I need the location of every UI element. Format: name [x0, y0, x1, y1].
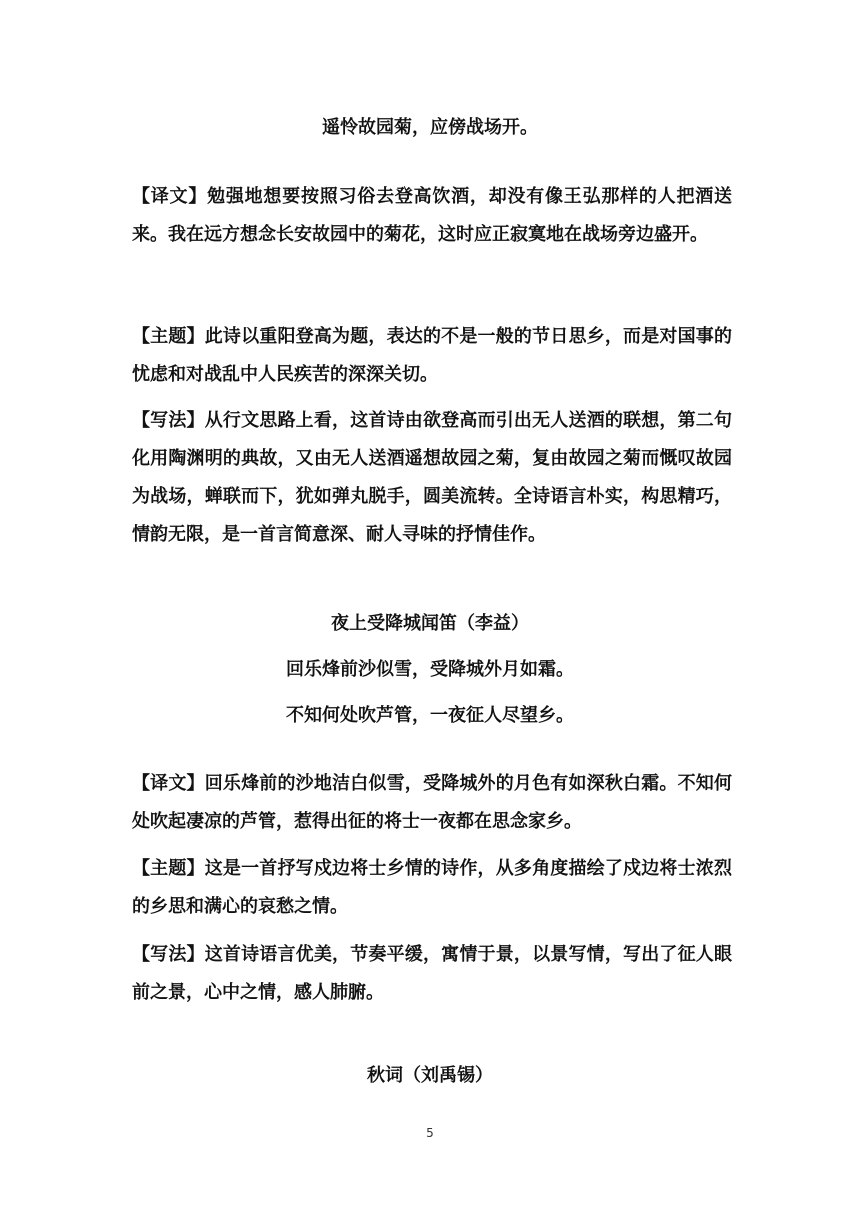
- poem1-last-line: 遥怜故园菊，应傍战场开。: [322, 117, 538, 138]
- poem1-translation: 【译文】勉强地想要按照习俗去登高饮酒，却没有像王弘那样的人把酒送来。我在远方想念长安故园中的菊花，这时应正寂寞地在战场旁边盛开。: [132, 186, 732, 245]
- poem2-title: 夜上受降城闻笛（李益）: [331, 613, 529, 634]
- poem1-technique: 【写法】从行文思路上看，这首诗由欲登高而引出无人送酒的联想，第二句化用陶渊明的典故，又由无人送酒遥想故园之菊，复由故园之菊而慨叹故园为战场，蝉联而下，犹如弹丸脱手，圆美流转。全诗语言朴实，构思精巧，情韵无限，是一首言简意深、耐人寻味的抒情佳作。: [132, 410, 732, 545]
- poem2-line-2: 不知何处吹芦管，一夜征人尽望乡。: [286, 705, 574, 726]
- poem1-theme: 【主题】此诗以重阳登高为题，表达的不是一般的节日思乡，而是对国事的忧虑和对战乱中人民疾苦的深深关切。: [132, 326, 732, 385]
- poem2-technique: 【写法】这首诗语言优美，节奏平缓，寓情于景，以景写情，写出了征人眼前之景，心中之情，感人肺腑。: [132, 944, 732, 1003]
- page-number: 5: [426, 1126, 434, 1140]
- poem2-translation: 【译文】回乐烽前的沙地洁白似雪，受降城外的月色有如深秋白霜。不知何处吹起凄凉的芦管，惹得出征的将士一夜都在思念家乡。: [132, 773, 732, 832]
- poem2-line-1: 回乐烽前沙似雪，受降城外月如霜。: [286, 659, 574, 680]
- poem3-title: 秋词（刘禹锡）: [367, 1065, 493, 1086]
- poem2-theme: 【主题】这是一首抒写戍边将士乡情的诗作，从多角度描绘了戍边将士浓烈的乡思和满心的哀愁之情。: [132, 858, 732, 917]
